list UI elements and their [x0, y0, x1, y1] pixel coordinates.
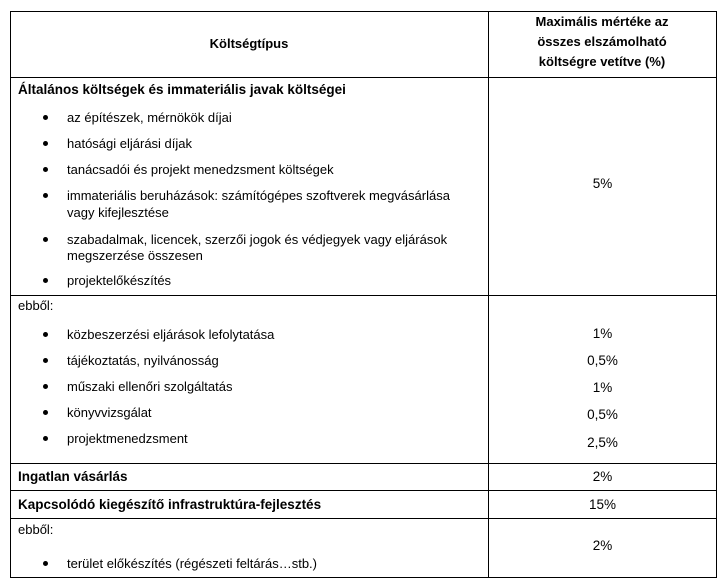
list-item-value: 0,5%: [587, 353, 618, 368]
bullet-icon: [43, 358, 48, 363]
list-item: műszaki ellenőri szolgáltatás: [67, 379, 233, 394]
row-divider: [10, 490, 716, 491]
of-which-label: ebből:: [18, 522, 54, 537]
list-item: tanácsadói és projekt menedzsment költségek: [67, 162, 334, 177]
list-item: terület előkészítés (régészeti feltárás…stb.): [67, 556, 317, 571]
list-item-value: 2%: [592, 538, 613, 553]
infrastructure-label: Kapcsolódó kiegészítő infrastruktúra-fejlesztés: [18, 497, 322, 512]
bullet-icon: [43, 115, 48, 120]
real-estate-label: Ingatlan vásárlás: [18, 469, 128, 484]
bullet-icon: [43, 167, 48, 172]
of-which-label: ebből:: [18, 298, 54, 313]
bullet-icon: [43, 193, 48, 198]
header-max-rate-line1: Maximális mértéke az: [535, 14, 669, 29]
list-item: az építészek, mérnökök díjai: [67, 110, 232, 125]
bullet-icon: [43, 332, 48, 337]
header-cost-type: Költségtípus: [209, 36, 289, 51]
table-border-top: [10, 11, 716, 12]
list-item: tájékoztatás, nyilvánosság: [67, 353, 219, 368]
row-divider: [10, 295, 716, 296]
column-divider: [488, 11, 489, 578]
bullet-icon: [43, 141, 48, 146]
list-item: hatósági eljárási díjak: [67, 136, 193, 151]
bullet-icon: [43, 561, 48, 566]
table-border-bottom: [10, 577, 716, 578]
table-border-left: [10, 11, 11, 578]
list-item: projektmenedzsment: [67, 431, 188, 446]
bullet-icon: [43, 410, 48, 415]
table-border-right: [716, 11, 717, 578]
list-item: immateriális beruházások: számítógépes szoftverek megvásárlása: [67, 188, 450, 203]
header-divider: [10, 77, 716, 78]
bullet-icon: [43, 237, 48, 242]
list-item-value: 2,5%: [587, 435, 618, 450]
general-costs-title: Általános költségek és immateriális javak költségei: [18, 82, 346, 97]
infrastructure-value: 15%: [588, 497, 617, 512]
row-divider: [10, 518, 716, 519]
row-divider: [10, 463, 716, 464]
list-item-value: 0,5%: [587, 407, 618, 422]
bullet-icon: [43, 384, 48, 389]
bullet-icon: [43, 436, 48, 441]
general-costs-value: 5%: [592, 176, 613, 191]
list-item-continuation: vagy kifejlesztése: [67, 205, 169, 220]
header-max-rate-line3: költségre vetítve (%): [538, 54, 666, 69]
list-item: szabadalmak, licencek, szerzői jogok és védjegyek vagy eljárások: [67, 232, 448, 247]
list-item-continuation: megszerzése összesen: [67, 248, 203, 263]
list-item: közbeszerzési eljárások lefolytatása: [67, 327, 275, 342]
list-item-value: 1%: [592, 326, 613, 341]
list-item: könyvvizsgálat: [67, 405, 152, 420]
real-estate-value: 2%: [592, 469, 613, 484]
list-item: projektelőkészítés: [67, 273, 172, 288]
list-item-value: 1%: [592, 380, 613, 395]
bullet-icon: [43, 278, 48, 283]
header-max-rate-line2: összes elszámolható: [537, 34, 667, 49]
